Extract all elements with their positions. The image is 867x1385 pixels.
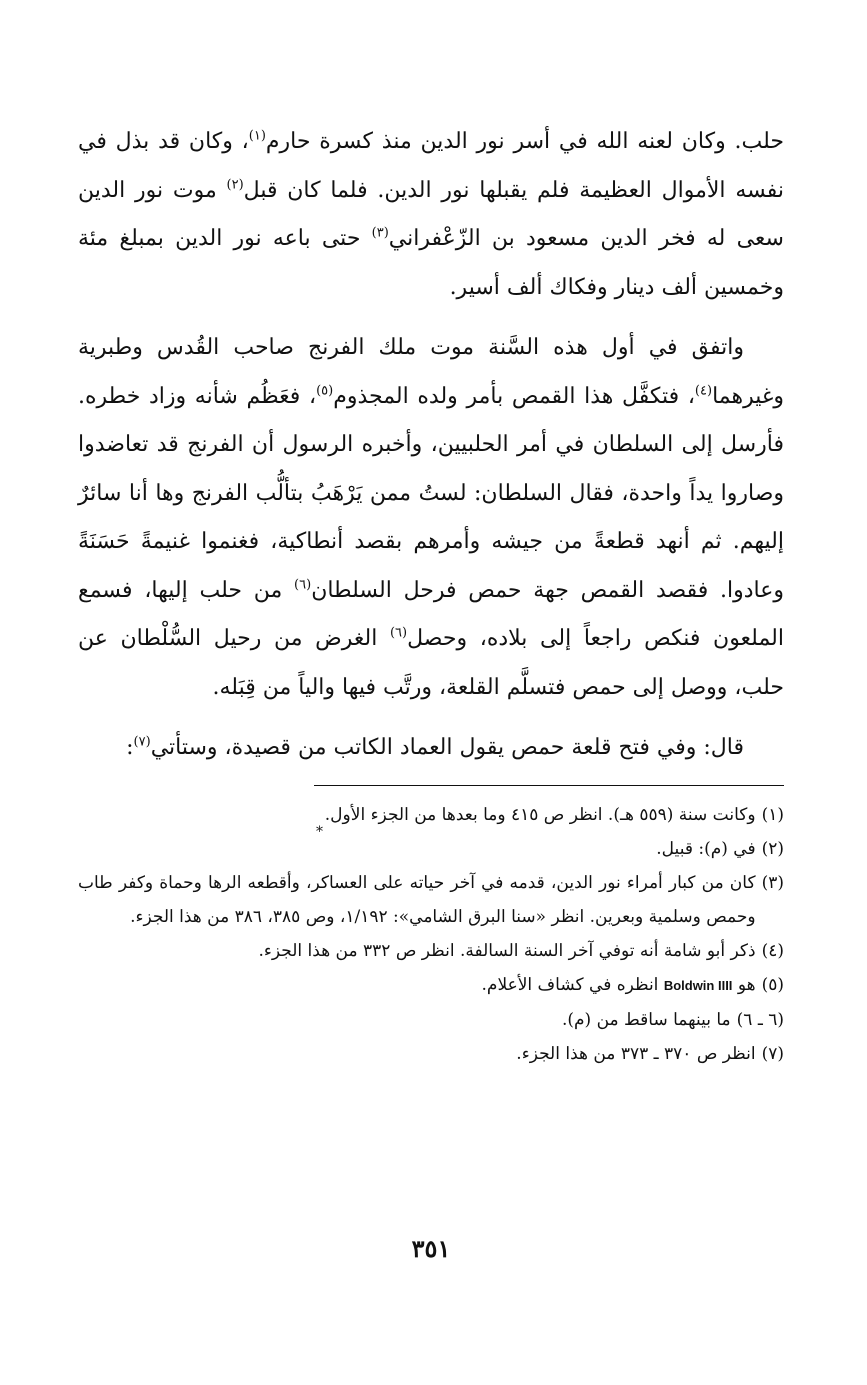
footnote-number: (٦ ـ ٦) [736, 1009, 784, 1030]
text-run: هو [732, 974, 756, 995]
text-run: قال: وفي فتح قلعة حمص يقول العماد الكاتب من قصيدة، وستأتي [150, 735, 744, 760]
footnotes [78, 798, 784, 1071]
paragraph-3 [78, 724, 784, 773]
footnote-text: كان من كبار أمراء نور الدين، قدمه في آخر حياته على العساكر، وأقطعه الرها وحماة وكفر طاب وحمص وسلمية وبعرين. انظر «سنا البرق الشامي»: ١/١٩٢، وص ٣٨٥، ٣٨٦ من هذا الجزء. [78, 872, 756, 927]
footnote-text: في (م): قبيل. [656, 838, 756, 859]
footnote-ref: (٢) [226, 177, 244, 193]
main-text [78, 118, 784, 773]
footnote-number: (١) [761, 804, 784, 825]
footnote-number: (٤) [761, 940, 784, 961]
footnote-ref: (١) [248, 128, 266, 144]
text-run: : [126, 735, 134, 760]
text-run: انظره في كشاف الأعلام. [481, 974, 664, 995]
page-number: ٣٥١ [411, 1234, 451, 1263]
text-run: موت نور الدين سعى له فخر الدين مسعود بن الزّعْفراني [78, 177, 784, 251]
latin-name: Boldwin IIII [663, 977, 733, 993]
footnote-ref: (٥) [316, 383, 334, 399]
footnote-divider [314, 785, 784, 786]
footnote-text: انظر ص ٣٧٠ ـ ٣٧٣ من هذا الجزء. [516, 1043, 756, 1064]
footnote-number: (٥) [761, 974, 784, 995]
text-run: الغرض من رحيل السُّلْطان عن حلب، ووصل إلى حمص فتسلَّم القلعة، ورتَّب فيها والياً من قِبَله. [78, 626, 784, 700]
footnote-item [78, 832, 784, 866]
footnote-number: (٢) [761, 838, 784, 859]
footnote-item [78, 1037, 784, 1071]
footnote-ref: (٦) [389, 625, 408, 641]
text-run: من حلب إليها، فسمع الملعون فنكص راجعاً إلى بلاده، وحصل [78, 577, 784, 651]
footnote-item [78, 1003, 784, 1037]
text-run: ، وكان قد بذل في نفسه الأموال العظيمة فلم يقبلها نور الدين. فلما كان قبل [78, 129, 784, 203]
footnote-ref: (٦) [294, 577, 312, 593]
footnote-number: (٧) [761, 1043, 784, 1064]
footnote-text: وكانت سنة (٥٥٩ هـ). انظر ص ٤١٥ وما بعدها من الجزء الأول. [324, 804, 756, 825]
footnote-text [78, 968, 756, 1003]
footnote-text: ذكر أبو شامة أنه توفي آخر السنة السالفة. انظر ص ٣٣٢ من هذا الجزء. [258, 940, 756, 961]
footnote-number: (٣) [761, 872, 784, 893]
paragraph-2 [78, 324, 784, 712]
footnote-item [78, 866, 784, 934]
text-run: واتفق في أول هذه السَّنة موت ملك الفرنج صاحب القُدس وطبرية وغيرهما [78, 335, 784, 409]
footnote-item [78, 934, 784, 968]
footnote-ref: (٤) [694, 383, 713, 399]
paragraph-1 [78, 118, 784, 312]
footnote-text: ما بينهما ساقط من (م). [561, 1009, 731, 1030]
book-page [78, 118, 784, 1348]
text-run: ، فعَظُم شأنه وزاد خطره. فأرسل إلى السلطان في أمر الحلبيين، وأخبره الرسول أن الفرنج قد تعاضدوا وصاروا يداً واحدة، فقال السلطان: لستُ ممن يَرْهَبُ بتألُّب الفرنج وها أنا سائرٌ إليهم. ثم أنهد قطعةً من جيشه وأمرهم بقصد أنطاكية، فغنموا غنيمةً حَسَنَةً وعادوا. فقصد القمص جهة حمص فرحل السلطان [78, 383, 784, 603]
footnote-ref: (٣) [371, 225, 389, 241]
footnote-item [78, 798, 784, 832]
text-run: حلب. وكان لعنه الله في أسر نور الدين منذ كسرة حارم [265, 129, 784, 154]
footnote-ref: (٧) [133, 734, 151, 750]
footnote-item [78, 968, 784, 1003]
print-marker: * [316, 824, 323, 840]
text-run: حتى باعه نور الدين بمبلغ مئة وخمسين ألف دينار وفكاك ألف أسير. [78, 226, 784, 300]
text-run: ، فتكفَّل هذا القمص بأمر ولده المجذوم [333, 383, 695, 409]
